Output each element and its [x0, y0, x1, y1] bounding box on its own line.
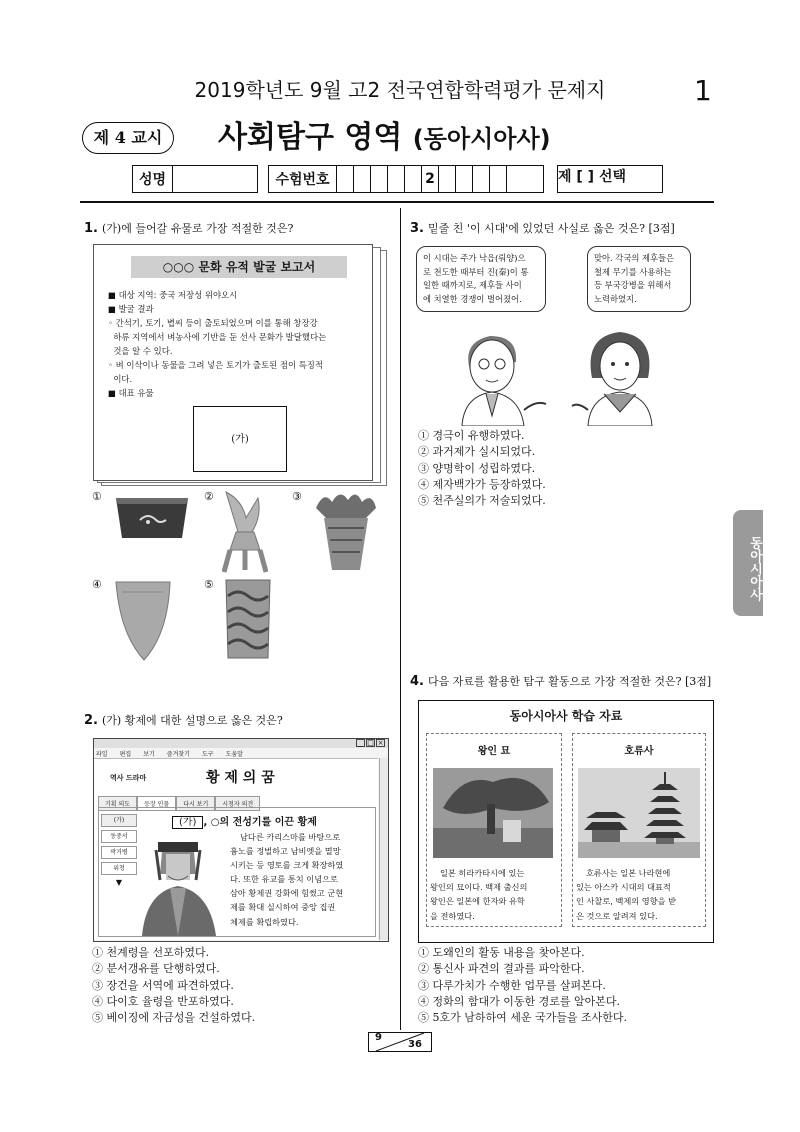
q2-number: 2.	[84, 713, 98, 728]
description-line: 다. 또한 유교를 통치 이념으로	[230, 874, 338, 885]
study-box-title: 동아시아사 학습 자료	[509, 709, 623, 723]
exam-digit-box[interactable]	[473, 166, 490, 192]
exam-number-field[interactable]	[268, 165, 544, 193]
exam-digit-box[interactable]	[507, 166, 543, 192]
q4-number: 4.	[410, 674, 424, 689]
teacher-illustration	[440, 318, 550, 426]
emperor-portrait-image	[138, 840, 220, 936]
window-titlebar	[94, 739, 388, 748]
close-icon[interactable]: ×	[377, 739, 384, 747]
character-description	[230, 830, 370, 929]
report-title: ○○○ 문화 유적 발굴 보고서	[131, 256, 347, 278]
name-field[interactable]	[132, 165, 258, 193]
q2-answer-1[interactable]: ① 천계령을 선포하였다.	[92, 946, 210, 959]
q1-stem	[84, 220, 293, 236]
description-line: 남다른 카리스마를 바탕으로	[240, 832, 341, 842]
q3-answer-5[interactable]: ⑤ 천주실의가 저술되었다.	[418, 494, 546, 508]
speech-bubble-right	[587, 246, 691, 312]
report-line: 것을 알 수 있다.	[108, 346, 173, 356]
q3-answers	[418, 428, 546, 509]
speech-bubble-left	[416, 246, 546, 312]
character-list	[101, 814, 137, 887]
q4-answer-2[interactable]: ② 통신사 파견의 결과를 파악한다.	[418, 962, 585, 976]
bubble-line: 에 치열한 경쟁이 벌어졌어.	[423, 293, 522, 304]
q1-option-1[interactable]: ①	[92, 490, 102, 503]
q4-answer-4[interactable]: ④ 정화의 함대가 이동한 경로를 알아본다.	[418, 994, 620, 1008]
exam-digit-box[interactable]	[456, 166, 473, 192]
drama-title: 황 제 의 꿈	[206, 770, 275, 786]
menu-bar	[96, 749, 243, 758]
q1-text: (가)에 들어갈 유물로 가장 적절한 것은?	[101, 222, 294, 235]
wangin-line: 왕인은 일본에 한자와 유학	[430, 896, 525, 907]
description-line: 흉노를 정벌하고 남비엣을 멸망	[230, 846, 341, 857]
q2-answer-5[interactable]: ⑤ 베이징에 자금성을 건설하였다.	[92, 1011, 256, 1025]
bubble-line: 이 시대는 주가 낙읍(뤄양)으	[423, 253, 526, 263]
painted-jar-image	[222, 576, 274, 662]
q4-answers	[418, 945, 627, 1026]
menu-item[interactable]: 도움말	[225, 751, 243, 758]
bubble-line: 노력하였지.	[594, 293, 637, 304]
horyuji-title: 호류사	[624, 746, 654, 757]
description-line: 체제를 확립하였다.	[230, 916, 299, 927]
character-item[interactable]: 동중서	[101, 830, 137, 843]
character-item[interactable]: 위청	[101, 862, 137, 875]
q3-answer-1[interactable]: ① 경극이 유행하였다.	[418, 429, 525, 442]
page-number: 1	[694, 74, 712, 107]
character-item[interactable]: (가)	[101, 814, 137, 827]
header-rule	[80, 201, 714, 203]
menu-item[interactable]: 즐겨찾기	[166, 751, 190, 758]
wangin-tomb-photo	[433, 768, 553, 858]
heading-rest: , ○의 전성기를 이끈 황제	[203, 817, 317, 828]
horyuji-temple-photo	[578, 768, 700, 858]
q4-text: 다음 자료를 활용한 탐구 활동으로 가장 적절한 것은? [3점]	[427, 675, 712, 688]
exam-title: 2019학년도 9월 고2 전국연합학력평가 문제지	[194, 78, 606, 102]
q3-text: 밑줄 친 '이 시대'에 있었던 사실로 옳은 것은? [3점]	[427, 222, 675, 235]
report-line: ■ 대상 지역: 중국 저장성 위야오시	[108, 290, 238, 300]
tab-replay[interactable]: 다시 보기	[176, 796, 215, 811]
name-label: 성명	[133, 166, 173, 192]
q4-answer-3[interactable]: ③ 다루가치가 수행한 업무를 살펴본다.	[418, 978, 606, 992]
exam-number-label: 수험번호	[269, 166, 337, 192]
description-line: 삼아 황제권 강화에 힘썼고 군현	[230, 888, 344, 899]
wangin-description	[430, 866, 560, 923]
subject-title	[218, 112, 551, 156]
total-pages: 36	[408, 1039, 422, 1050]
q3-stem	[410, 220, 675, 236]
q3-answer-4[interactable]: ④ 제자백가가 등장하였다.	[418, 477, 546, 491]
scrollbar[interactable]	[379, 758, 388, 940]
description-line: 제를 확대 실시하여 중앙 집권	[230, 902, 336, 913]
tab-characters[interactable]: 등장 인물	[137, 796, 176, 811]
exam-digit-box[interactable]	[405, 166, 422, 192]
heading-blank: (가)	[172, 816, 203, 829]
student-illustration	[570, 318, 670, 426]
bubble-line: 맞아. 각국의 제후들은	[594, 253, 675, 263]
menu-item[interactable]: 도구	[201, 751, 214, 758]
exam-digit-box[interactable]	[371, 166, 388, 192]
q4-answer-1[interactable]: ① 도왜인의 활동 내용을 찾아본다.	[418, 946, 585, 959]
q3-number: 3.	[410, 221, 424, 236]
choice-field[interactable]: 제 [ ] 선택	[557, 165, 663, 193]
horyuji-line: 있는 아스카 시대의 대표적	[576, 882, 671, 893]
q2-text: (가) 황제에 대한 설명으로 옳은 것은?	[101, 714, 283, 727]
wangin-title: 왕인 묘	[477, 746, 511, 757]
artifact-blank-box: (가)	[193, 406, 287, 472]
column-divider	[400, 208, 401, 1030]
exam-digit-box[interactable]	[490, 166, 507, 192]
q3-answer-2[interactable]: ② 과거제가 실시되었다.	[418, 445, 536, 459]
menu-item[interactable]: 보기	[143, 751, 155, 758]
exam-digit-box[interactable]	[354, 166, 371, 192]
report-line: 이다.	[108, 374, 133, 384]
bubble-line: 등 부국강병을 위해서	[594, 280, 672, 290]
subject-side-tab: 동아시아사	[733, 510, 763, 616]
q2-answer-2[interactable]: ② 분서갱유를 단행하였다.	[92, 962, 220, 976]
report-line: ■ 발굴 결과	[108, 304, 154, 314]
q2-stem	[84, 712, 283, 728]
rectangular-pot-image	[112, 492, 192, 544]
minimize-icon[interactable]: _	[356, 739, 365, 747]
bubble-line: 로 천도한 때부터 진(秦)이 통	[423, 266, 529, 277]
exam-digit-box[interactable]	[388, 166, 405, 192]
wangin-line: 왕인의 묘이다. 백제 출신의	[430, 882, 528, 893]
character-item[interactable]: 곽거병	[101, 846, 137, 859]
q1-option-5[interactable]: ⑤	[204, 578, 214, 591]
q1-number: 1.	[84, 221, 98, 236]
character-heading	[172, 813, 317, 828]
tab-viewer-comments[interactable]: 시청자 의견	[215, 796, 260, 811]
exam-digit-fixed: 2	[422, 166, 439, 192]
bubble-line: 일한 때까지로, 제후들 사이	[423, 280, 522, 290]
horyuji-line: 은 것으로 알려져 있다.	[576, 910, 658, 921]
tab-planning[interactable]: 기획 의도	[98, 796, 137, 811]
report-line: ◦ 간석기, 토기, 볍씨 등이 출토되었으며 이를 통해 창장강	[108, 318, 318, 328]
exam-digit-box[interactable]	[439, 166, 456, 192]
dropdown-arrow-icon[interactable]: ▼	[115, 878, 123, 887]
q1-option-2[interactable]: ②	[204, 490, 214, 503]
exam-digit-box[interactable]	[337, 166, 354, 192]
q1-option-3[interactable]: ③	[292, 490, 302, 503]
window-controls	[356, 739, 385, 747]
wangin-line: 을 전하였다.	[430, 910, 475, 921]
bubble-line: 철제 무기를 사용하는	[594, 266, 672, 277]
pointed-pottery-image	[112, 578, 174, 664]
q2-answer-4[interactable]: ④ 다이호 율령을 반포하였다.	[92, 994, 234, 1008]
session-badge: 제 4 교시	[82, 122, 174, 154]
horyuji-description	[576, 866, 706, 923]
maximize-icon[interactable]: □	[367, 739, 374, 747]
q1-option-4[interactable]: ④	[92, 578, 102, 591]
q2-answers	[92, 945, 255, 1026]
drama-label: 역사 드라마	[110, 774, 147, 782]
subject-sub: (동아시아사)	[412, 125, 551, 153]
subject-main: 사회탐구 영역	[218, 120, 403, 155]
report-line: ■ 대표 유물	[108, 388, 154, 398]
report-line: ◦ 벼 이삭이나 동물을 그려 넣은 토기가 출토된 점이 특징적	[108, 360, 323, 370]
horyuji-line: 인 사찰로, 백제의 영향을 받	[576, 896, 677, 907]
horyuji-line: 호류사는 일본 나라현에	[586, 868, 671, 878]
tripod-vessel-image	[222, 488, 268, 574]
description-line: 시키는 등 영토를 크게 확장하였	[230, 860, 344, 871]
name-input[interactable]	[173, 166, 257, 192]
q3-answer-3[interactable]: ③ 양명학이 성립하였다.	[418, 461, 536, 475]
report-body	[108, 288, 370, 400]
report-line: 하류 지역에서 벼농사에 기반을 둔 선사 문화가 발달했다는	[108, 332, 327, 342]
q2-answer-3[interactable]: ③ 장건을 서역에 파견하였다.	[92, 978, 234, 992]
wangin-line: 일본 히라카타시에 있는	[440, 868, 525, 878]
menu-item[interactable]: 파일	[96, 751, 108, 758]
q4-answer-5[interactable]: ⑤ 5호가 남하하여 세운 국가들을 조사한다.	[418, 1011, 627, 1025]
flame-pot-image	[310, 488, 382, 576]
menu-item[interactable]: 편집	[119, 751, 132, 758]
current-page: 9	[375, 1032, 382, 1043]
q4-stem	[410, 673, 711, 689]
